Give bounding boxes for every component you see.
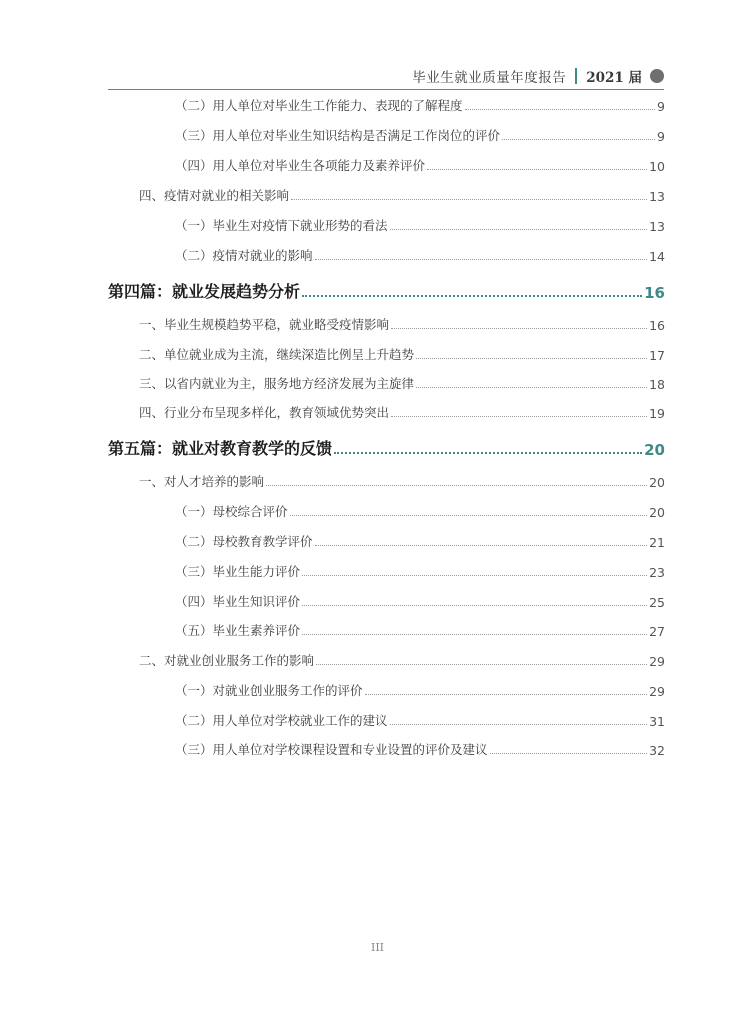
dot-leader bbox=[502, 139, 655, 140]
dot-leader bbox=[390, 229, 648, 230]
dot-leader bbox=[316, 664, 647, 665]
dot-leader bbox=[391, 416, 647, 417]
toc-page-number: 23 bbox=[649, 565, 665, 580]
toc-entry[interactable] bbox=[175, 156, 665, 174]
toc-entry-text: （二）疫情对就业的影响 bbox=[175, 248, 313, 263]
toc-entry-text: 四、疫情对就业的相关影响 bbox=[139, 188, 290, 203]
toc-entry[interactable] bbox=[175, 621, 665, 639]
toc-entry[interactable] bbox=[139, 374, 665, 392]
toc-page-number: 9 bbox=[657, 99, 665, 114]
toc-page-number: 13 bbox=[649, 219, 665, 234]
toc-page-number: 32 bbox=[649, 743, 665, 758]
toc-entry[interactable] bbox=[175, 96, 665, 114]
toc-entry[interactable] bbox=[175, 740, 665, 758]
toc-page-number: 20 bbox=[644, 441, 665, 459]
page-number-footer: III bbox=[370, 941, 385, 954]
toc-page-number: 10 bbox=[649, 159, 665, 174]
toc-entry-text: 一、对人才培养的影响 bbox=[139, 474, 265, 489]
toc-page-number: 17 bbox=[649, 348, 665, 363]
toc-entry-text: （四）毕业生知识评价 bbox=[175, 594, 301, 609]
dot-leader bbox=[302, 295, 642, 297]
toc-page-number: 31 bbox=[649, 714, 665, 729]
toc-page-number: 29 bbox=[649, 684, 665, 699]
toc-page-number: 21 bbox=[649, 535, 665, 550]
toc-entry[interactable] bbox=[139, 403, 665, 421]
toc-page-number: 25 bbox=[649, 595, 665, 610]
toc-entry-text: （二）用人单位对毕业生工作能力、表现的了解程度 bbox=[175, 98, 463, 113]
toc-entry-text: （三）用人单位对学校课程设置和专业设置的评价及建议 bbox=[175, 742, 488, 757]
dot-leader bbox=[315, 259, 648, 260]
dot-leader bbox=[365, 694, 648, 695]
dot-leader bbox=[490, 753, 648, 754]
toc-entry[interactable] bbox=[175, 681, 665, 699]
dot-leader bbox=[302, 605, 647, 606]
toc-entry[interactable] bbox=[139, 345, 665, 363]
toc-part-heading[interactable] bbox=[108, 279, 665, 302]
dot-leader bbox=[416, 358, 647, 359]
report-title: 毕业生就业质量年度报告 bbox=[412, 70, 567, 86]
dot-leader bbox=[291, 199, 647, 200]
toc-entry[interactable] bbox=[175, 502, 665, 520]
toc-page-number: 27 bbox=[649, 624, 665, 639]
toc-entry[interactable] bbox=[175, 246, 665, 264]
toc-page-number: 20 bbox=[649, 505, 665, 520]
toc-entry[interactable] bbox=[139, 651, 665, 669]
dot-leader bbox=[302, 634, 647, 635]
toc-entry-text: （一）母校综合评价 bbox=[175, 504, 288, 519]
toc-part-title: 第五篇：就业对教育教学的反馈 bbox=[108, 439, 333, 458]
toc-page-number: 29 bbox=[649, 654, 665, 669]
toc-page-number: 18 bbox=[649, 377, 665, 392]
toc-part-title: 第四篇：就业发展趋势分析 bbox=[108, 282, 301, 301]
toc-entry[interactable] bbox=[175, 126, 665, 144]
toc-page-number: 19 bbox=[649, 406, 665, 421]
dot-leader bbox=[290, 515, 648, 516]
toc-entry-text: （四）用人单位对毕业生各项能力及素养评价 bbox=[175, 158, 426, 173]
dot-leader bbox=[334, 452, 642, 454]
toc-entry[interactable] bbox=[175, 592, 665, 610]
dot-leader bbox=[315, 545, 648, 546]
toc-part-heading[interactable] bbox=[108, 436, 665, 459]
dot-leader bbox=[391, 328, 647, 329]
toc-entry[interactable] bbox=[139, 315, 665, 333]
toc-entry[interactable] bbox=[175, 216, 665, 234]
toc-page-number: 20 bbox=[649, 475, 665, 490]
toc-entry-text: 一、毕业生规模趋势平稳，就业略受疫情影响 bbox=[139, 317, 390, 332]
toc-entry-text: （二）用人单位对学校就业工作的建议 bbox=[175, 713, 388, 728]
toc-page-number: 16 bbox=[644, 284, 665, 302]
toc-page-number: 9 bbox=[657, 129, 665, 144]
toc-entry[interactable] bbox=[175, 532, 665, 550]
toc-entry-text: 四、行业分布呈现多样化，教育领域优势突出 bbox=[139, 405, 390, 420]
dot-leader bbox=[427, 169, 647, 170]
dot-leader bbox=[390, 724, 648, 725]
toc-entry-text: （三）用人单位对毕业生知识结构是否满足工作岗位的评价 bbox=[175, 128, 501, 143]
toc-entry-text: 三、以省内就业为主，服务地方经济发展为主旋律 bbox=[139, 376, 415, 391]
toc-entry[interactable] bbox=[175, 711, 665, 729]
toc-entry[interactable] bbox=[139, 472, 665, 490]
toc-entry-text: （一）对就业创业服务工作的评价 bbox=[175, 683, 363, 698]
toc-entry[interactable] bbox=[175, 562, 665, 580]
toc-entry-text: （三）毕业生能力评价 bbox=[175, 564, 301, 579]
dot-leader bbox=[416, 387, 647, 388]
toc-page-number: 16 bbox=[649, 318, 665, 333]
toc-entry-text: （五）毕业生素养评价 bbox=[175, 623, 301, 638]
toc-entry[interactable] bbox=[139, 186, 665, 204]
toc-entry-text: 二、单位就业成为主流，继续深造比例呈上升趋势 bbox=[139, 347, 415, 362]
dot-leader bbox=[266, 485, 647, 486]
dot-leader bbox=[465, 109, 656, 110]
toc-entry-text: （一）毕业生对疫情下就业形势的看法 bbox=[175, 218, 388, 233]
toc-page-number: 13 bbox=[649, 189, 665, 204]
dot-leader bbox=[302, 575, 647, 576]
toc-entry-text: （二）母校教育教学评价 bbox=[175, 534, 313, 549]
toc-page-number: 14 bbox=[649, 249, 665, 264]
report-year: 2021 届 bbox=[586, 70, 642, 86]
toc-entry-text: 二、对就业创业服务工作的影响 bbox=[139, 653, 315, 668]
